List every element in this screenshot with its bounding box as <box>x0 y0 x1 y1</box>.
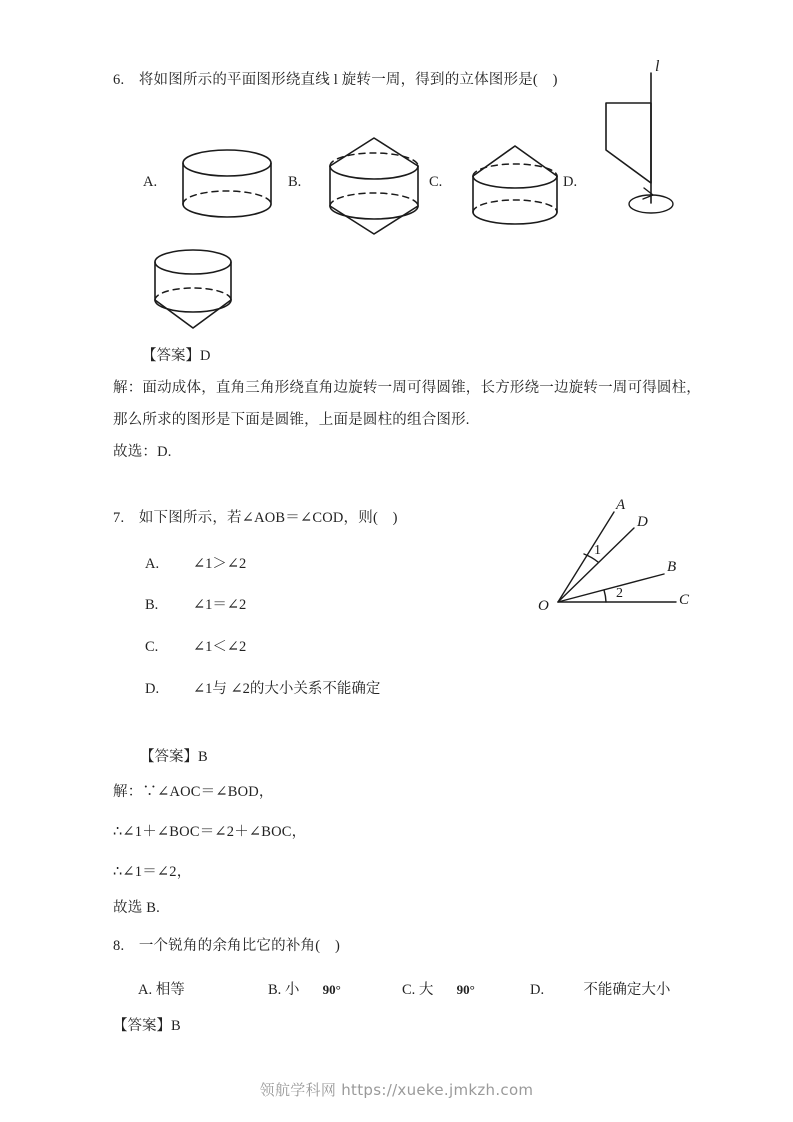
question-8-number: 8. <box>113 938 125 954</box>
q7-ray-label-d: D <box>637 514 648 530</box>
q6-answer-label: 【答案】 <box>142 348 200 364</box>
q8-option-b-extra: 90° <box>322 982 341 997</box>
q8-option-a <box>138 978 185 999</box>
q7-ray-label-a: A <box>616 497 626 513</box>
q7-option-c <box>145 635 246 656</box>
q7-solution-line-4: 故选 B. <box>113 900 160 916</box>
q7-option-c-label: C. <box>145 639 159 655</box>
q7-answer-label: 【答案】 <box>140 749 198 765</box>
q6-solution-line-1: 解：面动成体，直角三角形绕直角边旋转一周可得圆锥，长方形绕一边旋转一周可得圆柱， <box>113 380 701 396</box>
q8-option-c-label: C. <box>402 982 416 998</box>
q6-answer-value: D <box>200 348 211 364</box>
q8-option-c-text: 大 <box>418 982 434 998</box>
q7-solution-line-2: ∴∠1＋∠BOC＝∠2＋∠BOC， <box>113 824 307 840</box>
q8-option-a-text: 相等 <box>155 982 185 998</box>
q8-option-a-label: A. <box>138 982 153 998</box>
question-6-stem <box>113 70 558 91</box>
q7-option-a <box>145 552 246 573</box>
q8-answer-value: B <box>171 1018 181 1034</box>
q7-option-d-label: D. <box>145 681 160 697</box>
q6-solution-line-2: 那么所求的图形是下面是圆锥，上面是圆柱的组合图形. <box>113 412 470 428</box>
q7-ray-label-c: C <box>679 592 690 608</box>
q6-choice-c-label: C. <box>429 174 443 190</box>
q7-option-d-text: ∠1与 ∠2的大小关系不能确定 <box>193 681 381 697</box>
q8-option-c <box>402 978 475 999</box>
q6-choice-b-figure-double-cone-cylinder <box>320 134 430 238</box>
question-7-stem <box>113 508 398 529</box>
question-6-number: 6. <box>113 72 125 88</box>
q8-answer-label: 【答案】 <box>113 1018 171 1034</box>
q7-option-d <box>145 677 380 698</box>
q6-choice-d-figure-cylinder-with-bottom-cone <box>143 248 253 334</box>
footer-site-name: 领航学科网 <box>259 1081 337 1099</box>
q6-choice-c-figure-cone-on-cylinder <box>461 140 571 232</box>
question-7-number: 7. <box>113 510 125 526</box>
q7-option-a-text: ∠1＞∠2 <box>193 556 247 572</box>
q6-solution-line-3: 故选：D. <box>113 444 172 460</box>
q7-angle-1-label: 1 <box>594 543 601 558</box>
q7-option-c-text: ∠1＜∠2 <box>193 639 247 655</box>
q8-option-c-extra: 90° <box>456 982 475 997</box>
question-8-stem-text: 一个锐角的余角比它的补角( ) <box>138 938 340 954</box>
footer-url: https://xueke.jmkzh.com <box>341 1081 534 1099</box>
q6-choice-a-figure-cylinder <box>175 148 280 228</box>
question-7-stem-text: 如下图所示，若∠AOB＝∠COD，则( ) <box>138 510 398 526</box>
q7-answer <box>140 745 208 766</box>
q8-option-d <box>530 978 670 999</box>
q7-option-b-text: ∠1＝∠2 <box>193 597 247 613</box>
q8-option-b <box>268 978 341 999</box>
q7-option-b-label: B. <box>145 597 159 613</box>
q8-answer <box>113 1014 181 1035</box>
q7-option-a-label: A. <box>145 556 160 572</box>
q7-angle-2-label: 2 <box>616 586 623 601</box>
q6-rotation-figure <box>596 55 696 230</box>
axis-label-l: l <box>655 58 660 75</box>
q7-ray-label-b: B <box>667 559 677 575</box>
q7-angle-figure <box>536 492 706 617</box>
question-8-stem <box>113 936 340 957</box>
q8-option-d-text: 不能确定大小 <box>583 982 671 998</box>
q6-choice-d-label: D. <box>563 174 578 190</box>
q6-choice-a-label: A. <box>143 174 158 190</box>
q8-option-d-label: D. <box>530 982 545 998</box>
q8-option-b-text: 小 <box>284 982 300 998</box>
footer-watermark <box>0 1079 793 1100</box>
q7-answer-value: B <box>198 749 208 765</box>
q7-vertex-label-o: O <box>538 598 549 614</box>
question-6-stem-text: 将如图所示的平面图形绕直线 l 旋转一周，得到的立体图形是( ) <box>138 72 558 88</box>
q7-solution-line-1: 解：∵∠AOC＝∠BOD， <box>113 784 274 800</box>
q6-choice-b-label: B. <box>288 174 302 190</box>
q8-option-b-label: B. <box>268 982 282 998</box>
q7-solution-line-3: ∴∠1＝∠2， <box>113 864 192 880</box>
q6-answer <box>142 344 210 365</box>
q7-option-b <box>145 593 246 614</box>
